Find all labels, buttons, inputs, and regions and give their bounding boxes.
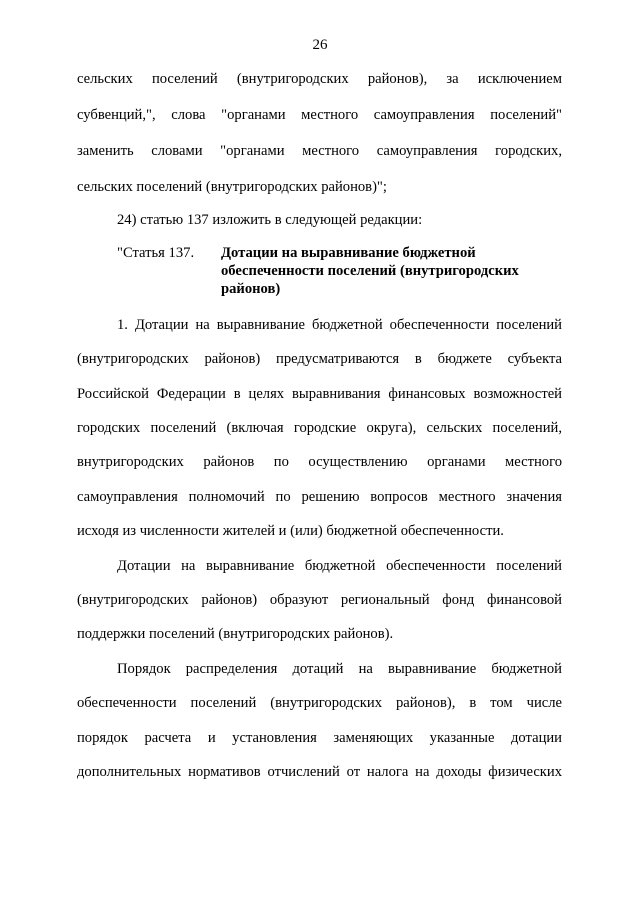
article-label: "Статья 137. (117, 245, 195, 261)
text-line: обеспеченности поселений (внутригородских районов), в том числе (77, 695, 562, 711)
text-line: сельских поселений (внутригородских районов), за исключением (77, 71, 562, 87)
text-line: городских поселений (включая городские округа), сельских поселений, (77, 420, 562, 436)
text-line: самоуправления полномочий по решению вопросов местного значения (77, 489, 562, 505)
text-line: заменить словами "органами местного самоуправления городских, (77, 143, 562, 159)
text-line: исходя из численности жителей и (или) бюджетной обеспеченности. (77, 523, 504, 539)
text-line: (внутригородских районов) предусматриваются в бюджете субъекта (77, 351, 562, 367)
text-line: сельских поселений (внутригородских районов)"; (77, 179, 387, 195)
page-number: 26 (312, 37, 328, 53)
text-line: порядок расчета и установления заменяющих указанные дотации (77, 730, 562, 746)
text-line: внутригородских районов по осуществлению органами местного (77, 454, 562, 470)
article-title (221, 244, 541, 298)
article-title-line: Дотации на выравнивание бюджетной (221, 245, 476, 261)
text-line: (внутригородских районов) образуют региональный фонд финансовой (77, 592, 562, 608)
text-line: 24) статью 137 изложить в следующей редакции: (117, 212, 423, 228)
text-line: Порядок распределения дотаций на выравнивание бюджетной (117, 661, 562, 677)
text-line: субвенций,", слова "органами местного самоуправления поселений" (77, 107, 562, 123)
text-line: поддержки поселений (внутригородских районов). (77, 626, 394, 642)
article-title-line: обеспеченности поселений (внутригородских (221, 263, 519, 279)
text-line: Российской Федерации в целях выравнивания финансовых возможностей (77, 386, 562, 402)
text-line: Дотации на выравнивание бюджетной обеспеченности поселений (117, 558, 562, 574)
text-line: 1. Дотации на выравнивание бюджетной обеспеченности поселений (117, 317, 562, 333)
article-title-line: районов) (221, 281, 281, 297)
text-line: дополнительных нормативов отчислений от налога на доходы физических (77, 764, 562, 780)
